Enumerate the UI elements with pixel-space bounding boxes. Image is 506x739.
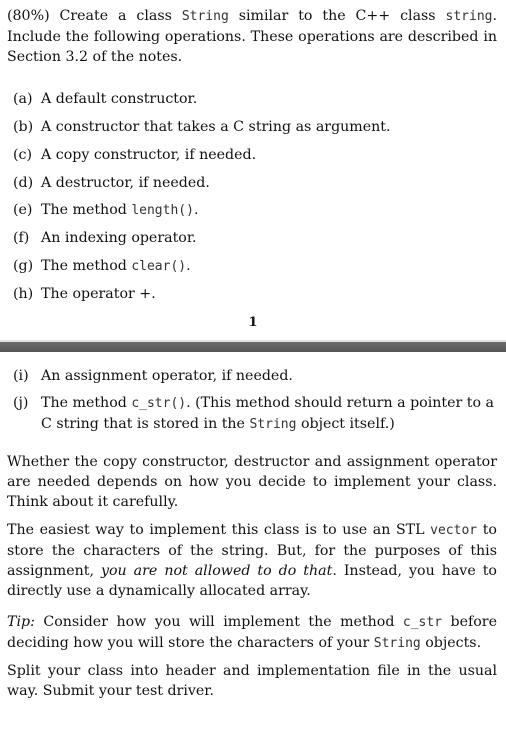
list-item-text: The operator +. <box>41 286 156 302</box>
page-one <box>0 0 506 340</box>
list-item-label: (b) <box>13 119 34 135</box>
list-item-text-post: object itself.) <box>296 416 395 432</box>
paragraph-text: . Instead, you have to directly use a dynamically allocated array. <box>7 563 497 599</box>
list-item-text-pre: The method <box>41 395 132 411</box>
emphasis-not-allowed: you are not allowed to do that <box>100 563 333 579</box>
list-item-label: (d) <box>13 175 34 191</box>
paragraph-text: objects. <box>420 635 482 651</box>
code-clear: clear() <box>131 259 187 274</box>
list-item-text-pre: The method <box>41 258 132 274</box>
intro-paragraph <box>7 6 497 67</box>
tip-label: Tip: <box>7 614 35 630</box>
list-item-text-post: . <box>186 258 191 274</box>
list-item-text: An indexing operator. <box>41 230 197 246</box>
intro-text-3: . Include the following operations. These operations are described in Section 3.2 of the notes. <box>7 8 497 65</box>
intro-code-cpp-string: string <box>445 9 493 24</box>
list-item-text <box>41 256 498 277</box>
list-item-label: (i) <box>13 368 29 384</box>
code-c-str: c_str() <box>131 396 187 411</box>
list-item-text-post: . <box>193 202 199 218</box>
list-item-label: (j) <box>13 395 29 411</box>
intro-text-2: similar to the C++ class <box>228 8 446 24</box>
list-item-label: (c) <box>13 147 33 163</box>
code-string-class: String <box>373 636 421 651</box>
paragraph-text: before deciding how you will store the characters of your <box>7 614 497 651</box>
list-item-label: (g) <box>13 258 34 274</box>
list-item-label: (h) <box>13 286 34 302</box>
code-string-class: String <box>249 417 297 432</box>
page-number: 1 <box>248 315 258 330</box>
paragraph-tip <box>7 612 497 654</box>
code-length: length() <box>131 203 194 218</box>
paragraph-text: to store the characters of the string. But, for the purposes of this assignment, <box>7 522 497 579</box>
code-vector: vector <box>430 523 478 538</box>
paragraph-submission: Split your class into header and implementation file in the usual way. Submit your test driver. <box>7 663 497 699</box>
list-item-text: A constructor that takes a C string as argument. <box>41 119 391 135</box>
paragraph-copy-constructor: Whether the copy constructor, destructor and assignment operator are needed depends on how you decide to implement your class. Think about it carefully. <box>7 454 497 510</box>
list-item-label: (f) <box>13 230 30 246</box>
paragraph-text: The easiest way to implement this class is to use an STL <box>7 522 431 538</box>
list-item-text: A copy constructor, if needed. <box>41 147 257 163</box>
list-item-text <box>41 393 498 435</box>
list-item-text: A default constructor. <box>41 91 198 107</box>
code-c-str: c_str <box>402 615 443 630</box>
intro-code-string-class: String <box>181 9 229 24</box>
intro-text-1: (80%) Create a class <box>7 8 182 24</box>
list-item-label: (a) <box>13 91 33 107</box>
paragraph-text: Consider how you will implement the method <box>34 614 403 630</box>
list-item-label: (e) <box>13 202 33 218</box>
page-break-divider <box>0 340 506 352</box>
list-item-text: An assignment operator, if needed. <box>41 368 293 384</box>
paragraph-implementation <box>7 520 497 601</box>
list-item-text <box>41 200 498 221</box>
list-item-text-pre: The method <box>41 202 132 218</box>
list-item-text-mid: . (This method should return a pointer to a C string that is stored in the <box>41 395 494 432</box>
list-item-text: A destructor, if needed. <box>41 175 210 191</box>
page-two <box>0 352 506 739</box>
